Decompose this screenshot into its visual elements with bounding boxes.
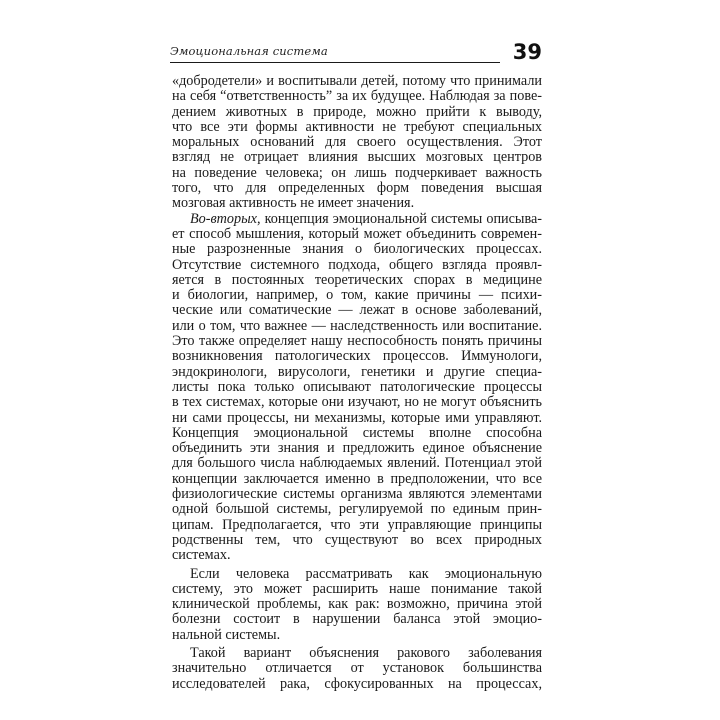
text-line: родственны тем, что существуют во всех природных — [172, 531, 542, 548]
text-line: нальной системы. — [172, 626, 281, 643]
text-line: систему, это может расширить наше понимание такой — [172, 580, 542, 597]
text-line: значительно отличается от установок большинства — [172, 660, 542, 677]
running-title: Эмоциональная система — [170, 44, 328, 58]
text-line: клинической проблемы, как рак: возможно, причина этой — [172, 596, 542, 613]
text-line: Такой вариант объяснения ракового заболевания — [190, 644, 542, 661]
text-line: Это также определяет нашу неспособность понять причины — [172, 333, 542, 350]
text-line: и биологии, например, о том, какие причины — психи- — [172, 287, 542, 304]
text-line: на себя “ответственность” за их будущее. Наблюдая за пове- — [172, 88, 542, 105]
text-line: ципам. Предполагается, что эти управляющие принципы — [172, 516, 542, 533]
emphasis-text: Во-вторых — [190, 210, 257, 227]
page-number: 39 — [512, 40, 542, 64]
text-line: Если человека рассматривать как эмоциональную — [190, 565, 542, 582]
body-text — [172, 74, 542, 692]
text-line: болезни состоит в нарушении баланса этой эмоцио- — [172, 611, 542, 628]
text-line: моральных оснований для своего осуществления. Этот — [172, 134, 542, 151]
text-line: объединить эти знания и предложить единое объяснение — [172, 440, 542, 457]
text-line: ет способ мышления, который может объединить современ- — [172, 225, 542, 242]
text-line: в тех системах, которые они изучают, но не могут объяснить — [172, 394, 542, 411]
text-line: системах. — [172, 547, 231, 564]
text-line: на поведение человека; он лишь подчеркивает важность — [172, 164, 542, 181]
text-line: что все эти формы активности не требуют специальных — [172, 118, 542, 135]
text-line — [172, 212, 542, 227]
text-fragment: , концепция эмоциональной системы описыва- — [256, 210, 542, 227]
text-line: концепции заключается именно в предположении, что все — [172, 470, 542, 487]
text-line: эндокринологи, вирусологи, генетики и другие специа- — [172, 363, 542, 380]
text-line: или о том, что важнее — наследственность или воспитание. — [172, 317, 542, 334]
text-line: ни сами процессы, ни механизмы, которые ими управляют. — [172, 409, 542, 426]
text-line: мозговая активность не имеет значения. — [172, 195, 415, 212]
text-line: яется в постоянных теоретических спорах в медицине — [172, 271, 542, 288]
text-line: взгляд не отрицает влияния высших мозговых центров — [172, 149, 542, 166]
text-line: Отсутствие системного подхода, общего взгляда проявл- — [172, 256, 542, 273]
text-line: одной большой системы, регулируемой по единым прин- — [172, 501, 542, 518]
text-line: того, что для определенных форм поведения высшая — [172, 180, 542, 197]
text-line: для большого числа наблюдаемых явлений. Потенциал этой — [172, 455, 542, 472]
text-line: «добродетели» и воспитывали детей, потому что принимали — [172, 73, 542, 89]
text-line: Концепция эмоциональной системы вполне способна — [172, 424, 542, 441]
text-line: ные разрозненные знания о биологических процессах. — [172, 241, 542, 258]
text-line: листы пока только описывают патологические процессы — [172, 378, 542, 395]
text-line: исследователей рака, сфокусированных на процессах, — [172, 675, 542, 692]
text-line: физиологические системы организма являются элементами — [172, 486, 542, 503]
text-line: дением животных в природе, можно прийти к выводу, — [172, 103, 542, 120]
header-rule — [170, 62, 500, 63]
text-line: ческие или соматические — лежат в основе заболеваний, — [172, 302, 542, 319]
text-line: возникновения патологических процессов. Иммунологи, — [172, 348, 542, 365]
page-header — [170, 38, 542, 70]
